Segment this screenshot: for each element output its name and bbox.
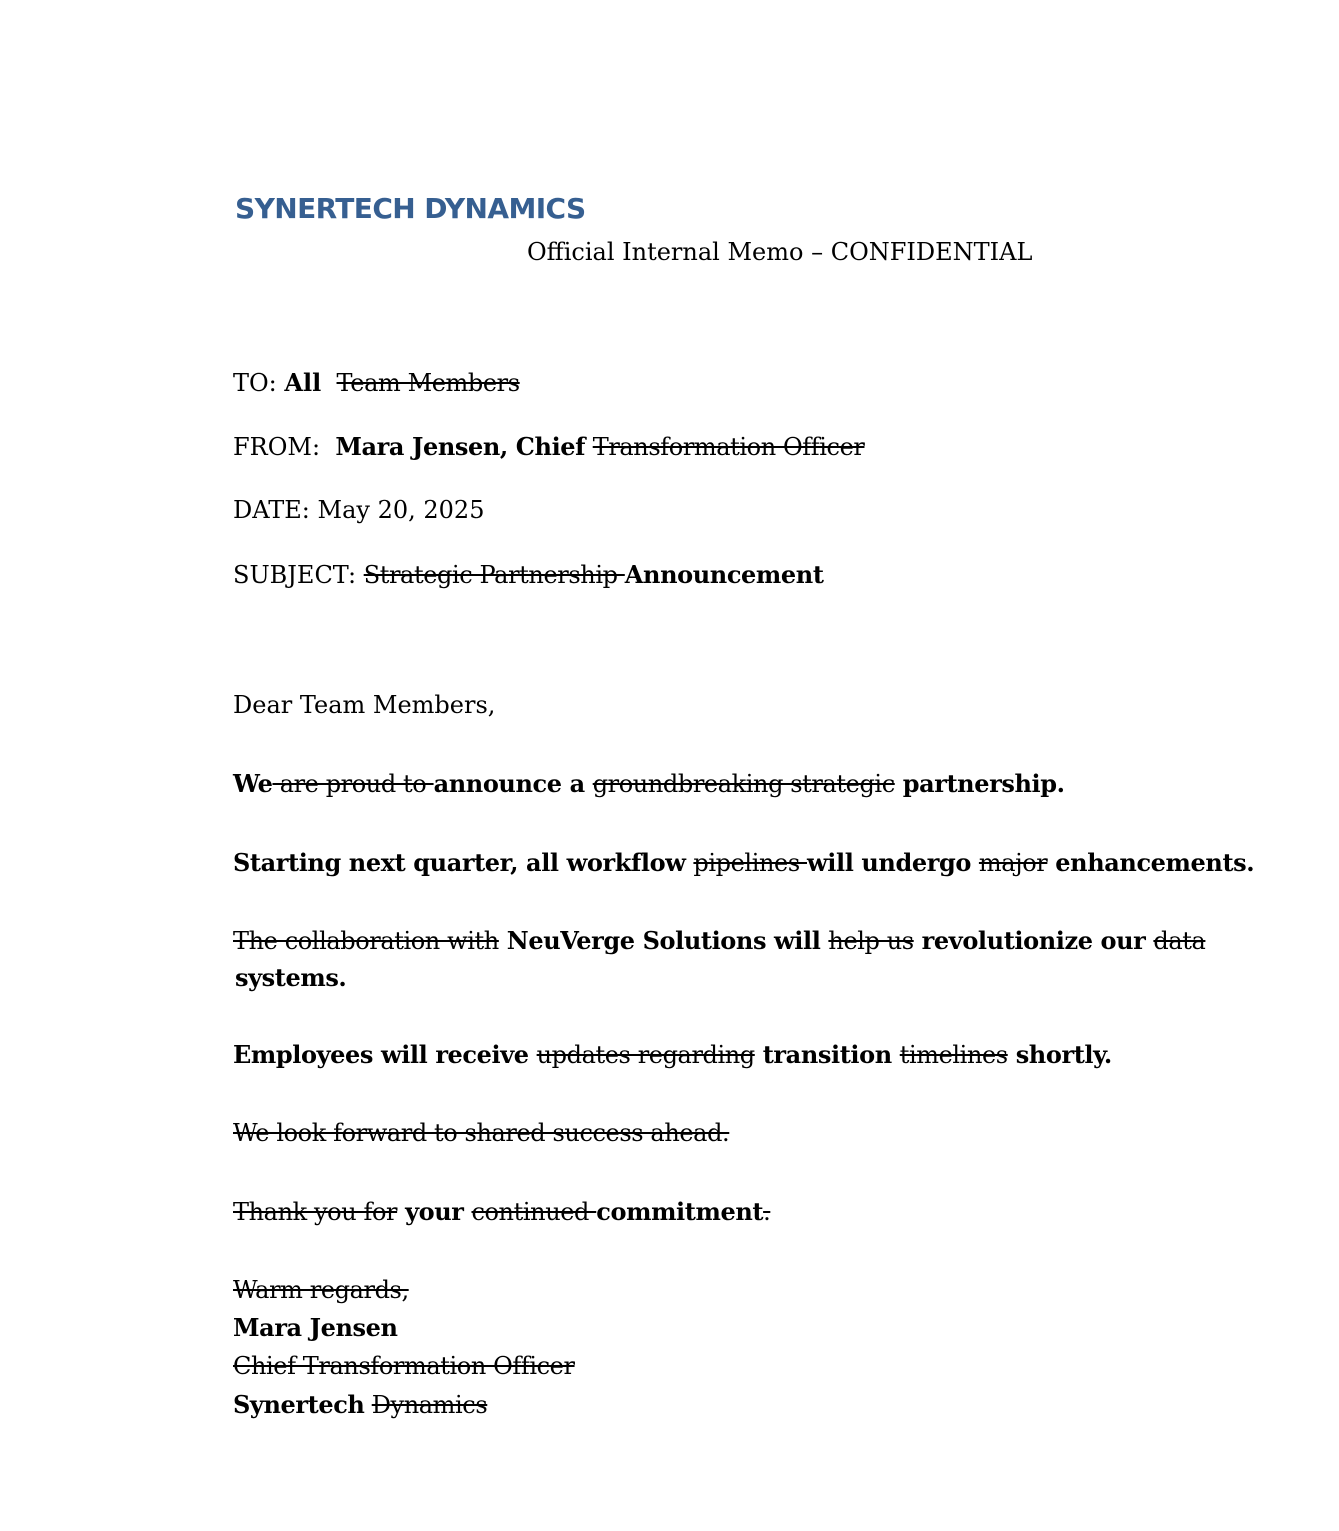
company-name: SYNERTECH DYNAMICS <box>235 192 586 225</box>
kept-text: partnership. <box>894 769 1065 798</box>
date-line <box>233 496 484 524</box>
paragraph-1 <box>233 769 1065 798</box>
date-label: DATE: <box>233 496 318 524</box>
date-value: May 20, 2025 <box>317 496 485 524</box>
signature-title: Chief Transformation Officer <box>233 1352 575 1380</box>
greeting: Dear Team Members, <box>233 691 496 719</box>
to-line <box>233 368 520 397</box>
struck-text: We look forward to shared success ahead. <box>233 1119 730 1147</box>
to-recipient-kept: All <box>284 368 322 397</box>
signature-name: Mara Jensen <box>233 1313 398 1342</box>
struck-text: help us <box>828 927 914 955</box>
struck-text: updates regarding <box>536 1041 755 1069</box>
struck-text: . <box>763 1198 771 1226</box>
kept-text: revolutionize our <box>913 926 1154 955</box>
kept-text: NeuVerge Solutions will <box>498 926 829 955</box>
struck-text: are proud to <box>272 770 434 798</box>
struck-text: major <box>978 849 1048 877</box>
subject-struck: Strategic Partnership <box>363 561 625 589</box>
paragraph-2 <box>233 848 1254 877</box>
subject-kept: Announcement <box>624 560 824 589</box>
paragraph-3-line-2 <box>235 963 346 992</box>
kept-text: transition <box>754 1040 900 1069</box>
paragraph-6 <box>233 1197 770 1226</box>
kept-text: systems. <box>235 963 347 992</box>
kept-text: enhancements. <box>1047 848 1255 877</box>
closing-text: Warm regards, <box>233 1276 409 1304</box>
paragraph-5 <box>233 1119 729 1147</box>
to-recipient-struck: Team Members <box>336 369 520 397</box>
paragraph-4 <box>233 1040 1112 1069</box>
signature-company-struck: Dynamics <box>371 1391 488 1419</box>
from-line <box>233 432 864 461</box>
subject-line <box>233 560 824 589</box>
from-sender-kept: Mara Jensen, Chief <box>335 432 586 461</box>
struck-text: Thank you for <box>233 1198 398 1226</box>
kept-text: Starting next quarter, all workflow <box>233 848 694 877</box>
memo-subtitle: Official Internal Memo – CONFIDENTIAL <box>527 238 1033 266</box>
kept-text: We <box>233 769 273 798</box>
signature-title-line <box>233 1352 575 1380</box>
struck-text: pipelines <box>693 849 807 877</box>
struck-text: The collaboration with <box>233 927 499 955</box>
kept-text: your <box>397 1197 472 1226</box>
struck-text: timelines <box>899 1041 1008 1069</box>
signature-company-line <box>233 1390 487 1419</box>
signature-company-kept: Synertech <box>233 1390 365 1419</box>
from-sender-struck: Transformation Officer <box>592 433 865 461</box>
closing <box>233 1276 409 1304</box>
kept-text: will undergo <box>807 848 979 877</box>
struck-text: data <box>1153 927 1206 955</box>
to-label: TO: <box>233 369 285 397</box>
kept-text: Employees will receive <box>233 1040 537 1069</box>
kept-text: announce a <box>433 769 593 798</box>
from-label: FROM: <box>233 433 321 461</box>
kept-text: commitment <box>596 1197 764 1226</box>
kept-text: shortly. <box>1007 1040 1112 1069</box>
subject-label: SUBJECT: <box>233 561 364 589</box>
struck-text: groundbreaking strategic <box>592 770 895 798</box>
paragraph-3-line-1 <box>233 926 1205 955</box>
struck-text: continued <box>471 1198 597 1226</box>
